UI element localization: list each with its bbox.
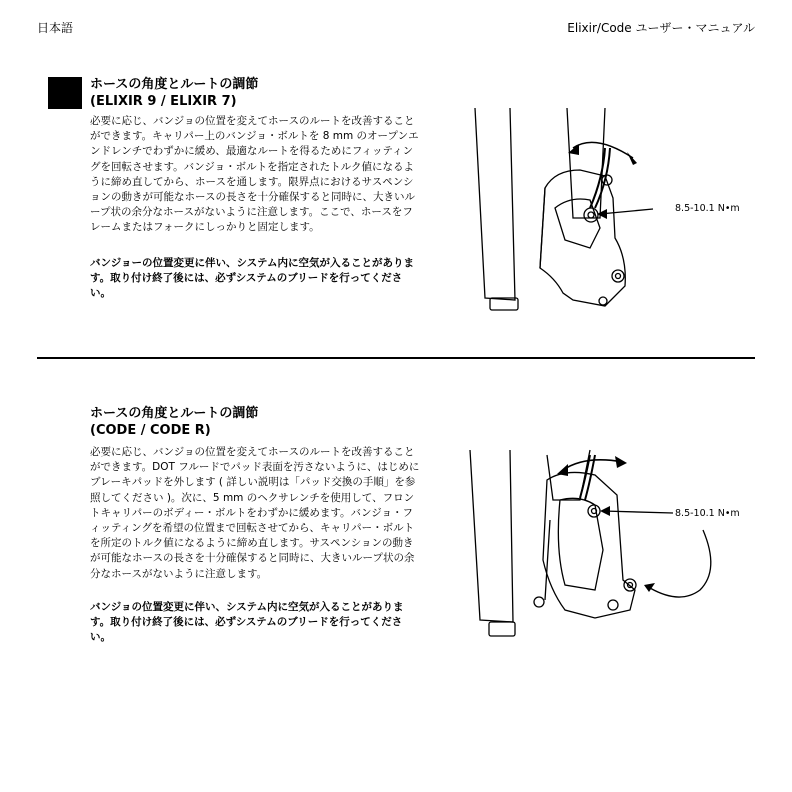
header-language: 日本語 [37, 21, 74, 35]
torque-leader-line [600, 209, 653, 214]
section-divider [37, 357, 755, 359]
fork-leg [475, 108, 515, 300]
torque-leader-line [603, 511, 673, 513]
section2-body: 必要に応じ、バンジョの位置を変えてホースのルートを改善することができます。DOT フルードでパッド表面を汚さないように、はじめにブレーキパッドを外します ( 詳しい説明は「パッド交換の手順」を参照してください )。次に、5 mm のヘクサレンチを使用して、フロントキャリパーのボディー・ボルトをわずかに緩めます。バンジョ・フィッティングを希望の位置まで回転させてから、キャリパー・ボルトを所定のトルク値になるように締め直します。サスペンションの動きが可能なホースの長さを十分確保すると同時に、大きいループ状の余分なホースがないように注意します。 [90, 446, 420, 580]
section2-title: ホースの角度とルートの調節 [90, 406, 259, 421]
section2-torque-label: 8.5-10.1 N•m [675, 508, 740, 519]
fork-leg [470, 450, 513, 622]
caliper-body [540, 170, 625, 306]
torque-leader-curve [650, 530, 711, 597]
section1-torque-label: 8.5-10.1 N•m [675, 203, 740, 214]
section1-subtitle: (ELIXIR 9 / ELIXIR 7) [90, 94, 237, 109]
section1-title: ホースの角度とルートの調節 [90, 77, 259, 92]
fork-arch [567, 108, 605, 218]
section1-body: 必要に応じ、バンジョの位置を変えてホースのルートを改善することができます。キャリパー上のバンジョ・ボルトを 8 mm のオープンエンドレンチでわずかに緩め、最適なルートを得るためにフィッティングを回転させます。バンジョ・ボルトを指定されたトルク値になるように締め直してから、ホースを通します。限界点におけるサスペンションの動きが可能なホースの長さを十分確保すると同時に、大きいループ状の余分なホースがないように注意します。ここで、ホースをフレームまたはフォークにしっかりと固定します。 [90, 115, 419, 234]
caliper-body [543, 472, 635, 618]
section2-warning: バンジョの位置変更に伴い、システム内に空気が入ることがあります。取り付け終了後には、必ずシステムのブリードを行ってください。 [90, 601, 404, 644]
caliper-illustration-elixir [455, 108, 755, 328]
caliper-illustration-code [455, 440, 755, 660]
section2-subtitle: (CODE / CODE R) [90, 423, 211, 438]
section1-warning: バンジョーの位置変更に伴い、システム内に空気が入ることがあります。取り付け終了後には、必ずシステムのブリードを行ってください。 [90, 257, 414, 300]
section-tab-marker [48, 77, 82, 109]
header-doc-title: Elixir/Code ユーザー・マニュアル [567, 21, 755, 35]
